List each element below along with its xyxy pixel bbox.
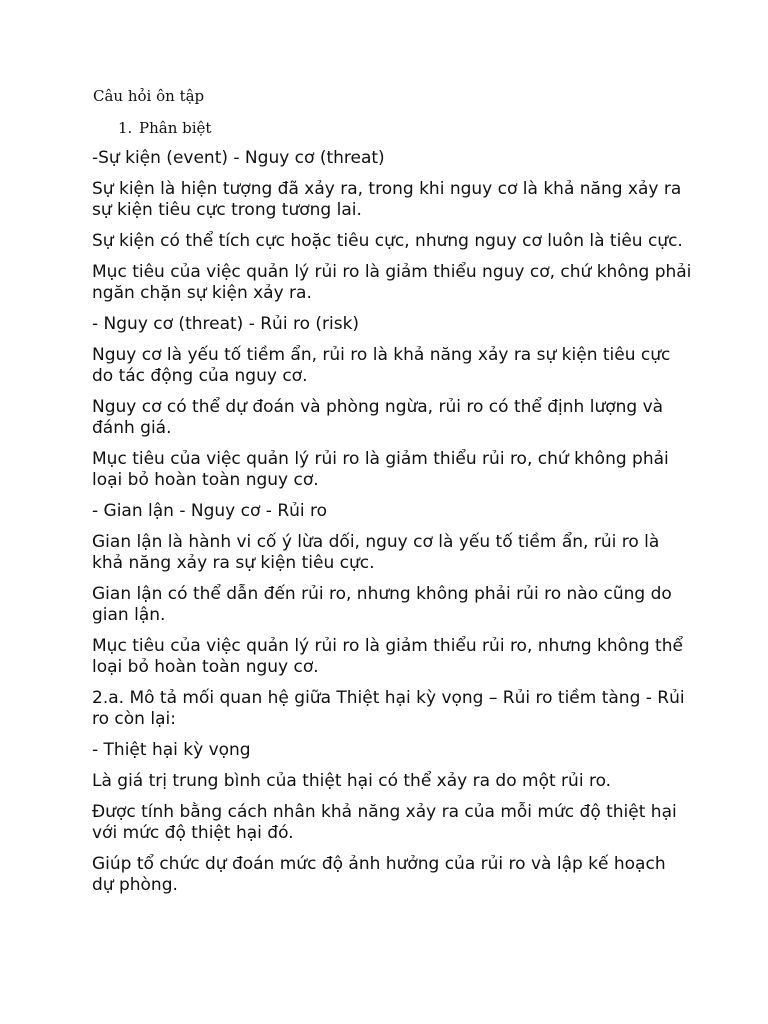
paragraph: Mục tiêu của việc quản lý rủi ro là giảm thiểu nguy cơ, chứ không phải ngăn chặn sự kiện xảy ra.	[92, 262, 692, 303]
paragraph-heading-section-2a: 2.a. Mô tả mối quan hệ giữa Thiệt hại kỳ vọng – Rủi ro tiềm tàng - Rủi ro còn lại:	[92, 688, 685, 729]
paragraph: Sự kiện có thể tích cực hoặc tiêu cực, nhưng nguy cơ luôn là tiêu cực.	[92, 231, 683, 251]
list-item-text: Phân biệt	[139, 119, 212, 137]
paragraph: Nguy cơ là yếu tố tiềm ẩn, rủi ro là khả năng xảy ra sự kiện tiêu cực do tác động của nguy cơ.	[92, 345, 671, 386]
paragraph-heading-threat-risk: - Nguy cơ (threat) - Rủi ro (risk)	[92, 314, 360, 334]
paragraph: Được tính bằng cách nhân khả năng xảy ra của mỗi mức độ thiệt hại với mức độ thiệt hại đó.	[92, 802, 677, 843]
list-item-number: 1.	[118, 119, 133, 137]
document-body	[92, 148, 692, 906]
document-title: Câu hỏi ôn tập	[93, 87, 205, 105]
paragraph: Gian lận có thể dẫn đến rủi ro, nhưng không phải rủi ro nào cũng do gian lận.	[92, 584, 672, 625]
paragraph-heading-expected-loss: - Thiệt hại kỳ vọng	[92, 740, 251, 760]
paragraph: Nguy cơ có thể dự đoán và phòng ngừa, rủi ro có thể định lượng và đánh giá.	[92, 397, 664, 438]
paragraph: Giúp tổ chức dự đoán mức độ ảnh hưởng của rủi ro và lập kế hoạch dự phòng.	[92, 854, 666, 895]
paragraph: Gian lận là hành vi cố ý lừa dối, nguy cơ là yếu tố tiềm ẩn, rủi ro là khả năng xảy ra sự kiện tiêu cực.	[92, 532, 660, 573]
paragraph-heading-fraud-threat-risk: - Gian lận - Nguy cơ - Rủi ro	[92, 501, 328, 521]
paragraph-heading-event-threat: -Sự kiện (event) - Nguy cơ (threat)	[92, 148, 385, 168]
paragraph: Mục tiêu của việc quản lý rủi ro là giảm thiểu rủi ro, chứ không phải loại bỏ hoàn toàn nguy cơ.	[92, 449, 669, 490]
paragraph: Mục tiêu của việc quản lý rủi ro là giảm thiểu rủi ro, nhưng không thể loại bỏ hoàn toàn nguy cơ.	[92, 636, 683, 677]
paragraph: Là giá trị trung bình của thiệt hại có thể xảy ra do một rủi ro.	[92, 771, 612, 791]
paragraph: Sự kiện là hiện tượng đã xảy ra, trong khi nguy cơ là khả năng xảy ra sự kiện tiêu cực trong tương lai.	[92, 179, 682, 220]
list-item	[118, 118, 211, 138]
